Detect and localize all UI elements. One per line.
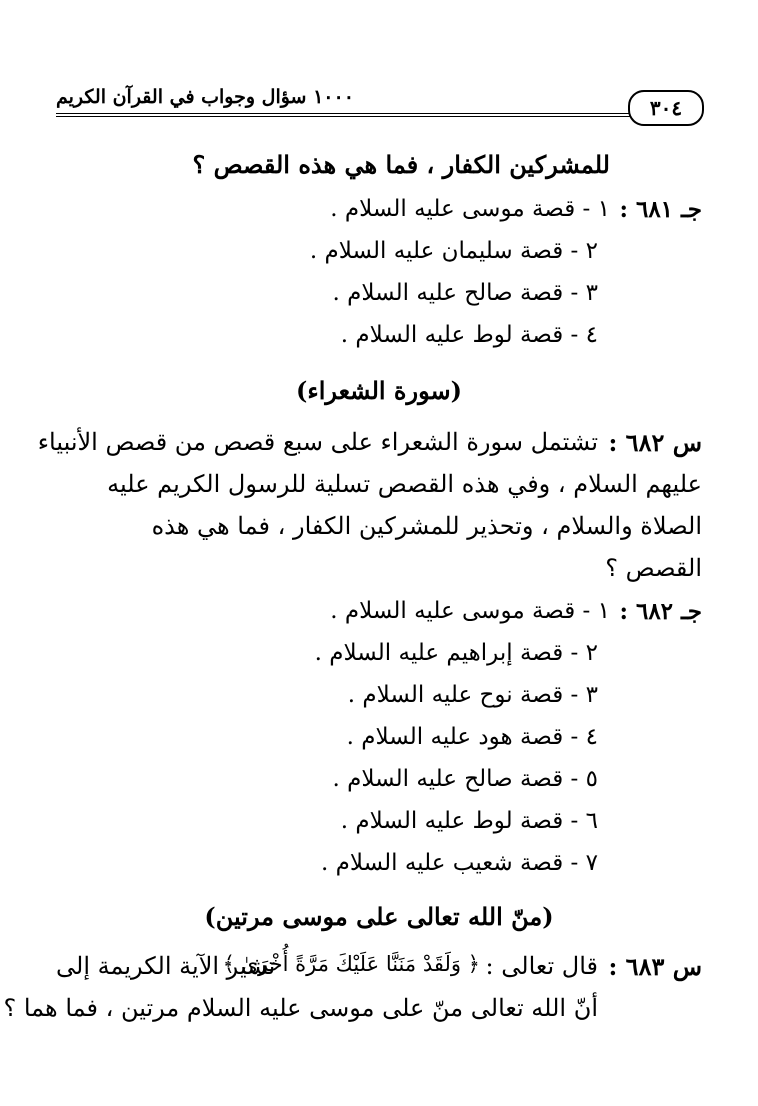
answer-682-item: ٧ - قصة شعيب عليه السلام .	[321, 850, 598, 876]
answer-682-item: ٥ - قصة صالح عليه السلام .	[332, 766, 598, 792]
answer-682-item: ٤ - قصة هود عليه السلام .	[346, 724, 598, 750]
section-heading-shuara: (سورة الشعراء)	[296, 376, 462, 405]
answer-682-item: ٣ - قصة نوح عليه السلام .	[347, 682, 598, 708]
answer-682-item: ٦ - قصة لوط عليه السلام .	[340, 808, 598, 834]
question-682-line: تشتمل سورة الشعراء على سبع قصص من قصص الأنبياء	[37, 428, 598, 456]
question-682-line: القصص ؟	[605, 554, 702, 582]
answer-682-label: جـ ٦٨٢ :	[619, 598, 702, 625]
book-title: ١٠٠٠ سؤال وجواب في القرآن الكريم	[56, 86, 354, 108]
answer-681-item: ١ - قصة موسى عليه السلام .	[330, 196, 610, 222]
question-682-line: عليهم السلام ، وفي هذه القصص تسلية للرسول الكريم عليه	[107, 470, 702, 498]
header-rule	[56, 113, 644, 117]
answer-681-item: ٢ - قصة سليمان عليه السلام .	[309, 238, 598, 264]
answer-681-item: ٣ - قصة صالح عليه السلام .	[332, 280, 598, 306]
answer-682-item: ٢ - قصة إبراهيم عليه السلام .	[314, 640, 598, 666]
question-683-line: أنّ الله تعالى منّ على موسى عليه السلام مرتين ، فما هما ؟	[3, 994, 598, 1022]
quran-verse: ﴿ وَلَقَدْ مَنَنَّا عَلَيْكَ مَرَّةً أُخْرَىٰ ﴾	[222, 952, 480, 976]
answer-681-label: جـ ٦٨١ :	[619, 196, 702, 223]
question-683-line: تشير الآية الكريمة إلى	[56, 952, 276, 980]
page-number: ٣٠٤	[628, 90, 704, 126]
question-683-intro: قال تعالى :	[485, 952, 598, 980]
section-heading-minn: (منّ الله تعالى على موسى مرتين)	[204, 902, 554, 931]
question-683-label: س ٦٨٣ :	[608, 952, 702, 981]
page-header	[56, 86, 704, 126]
question-682-label: س ٦٨٢ :	[608, 428, 702, 457]
question-682-line: الصلاة والسلام ، وتحذير للمشركين الكفار ، فما هي هذه	[151, 512, 702, 540]
answer-682-item: ١ - قصة موسى عليه السلام .	[330, 598, 610, 624]
continuation-line: للمشركين الكفار ، فما هي هذه القصص ؟	[192, 150, 610, 179]
answer-681-item: ٤ - قصة لوط عليه السلام .	[340, 322, 598, 348]
